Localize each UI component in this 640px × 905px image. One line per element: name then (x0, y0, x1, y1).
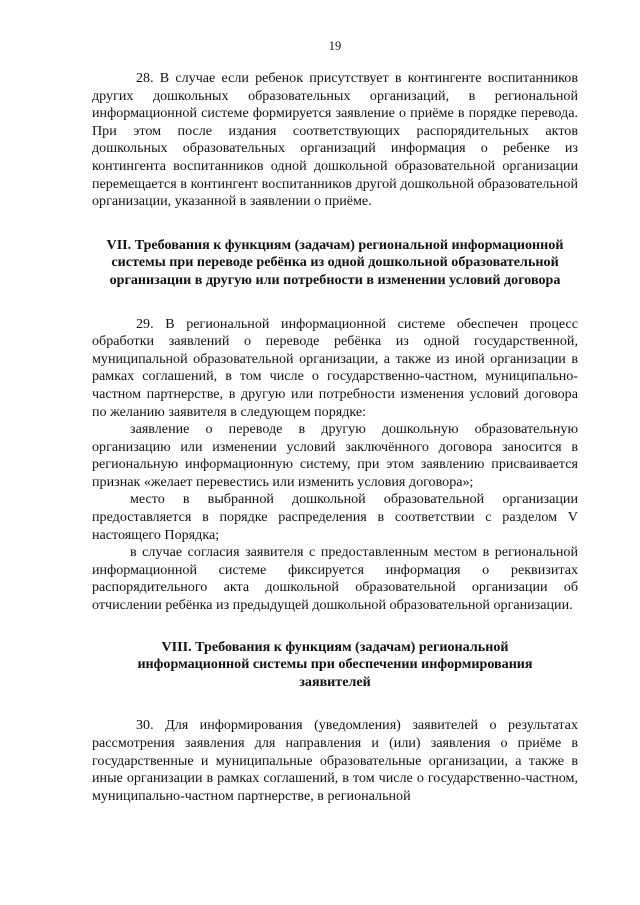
paragraph-29: 29. В региональной информационной системе обеспечен процесс обработки заявлений о переводе ребёнка из одной государственной, муниципальной образовательной организации, а также из иной организации в рамках соглашений, в том числе о государственно-частном, муниципально-частном партнерстве, в другую или потребности изменения условий договора по желанию заявителя в следующем порядке: (92, 315, 578, 420)
paragraph-29-item-2: место в выбранной дошкольной образовательной организации предоставляется в порядке распределения в соответствии с разделом V настоящего Порядка; (92, 491, 578, 543)
page-number: 19 (328, 39, 342, 53)
paragraph-30: 30. Для информирования (уведомления) заявителей о результатах рассмотрения заявления для направления и (или) заявления о приёме в государственные и муниципальные образовательные организации, а также в иные организации в рамках соглашений, в том числе о государственно-частном, муниципально-частном партнерстве, в региональной (92, 717, 578, 804)
paragraph-28: 28. В случае если ребенок присутствует в контингенте воспитанников других дошкольных образовательных организаций, в региональной информационной системе формируется заявление о приёме в порядке перевода. При этом после издания соответствующих распорядительных актов дошкольных образовательных организаций информация о ребенке из контингента воспитанников одной дошкольной образовательной организации перемещается в контингент воспитанников другой дошкольной образовательной организации, указанной в заявлении о приёме. (92, 70, 578, 210)
section-8-heading: VIII. Требования к функциям (задачам) региональной информационной системы при обеспечении информирования заявителей (137, 638, 533, 690)
paragraph-29-item-1: заявление о переводе в другую дошкольную образовательную организацию или изменении условий заключённого договора заносится в региональную информационную систему, при этом заявлению присваивается признак «желает перевестись или изменить условия договора»; (92, 421, 578, 490)
paragraph-29-item-3: в случае согласия заявителя с предоставленным местом в региональной информационной системе фиксируется информация о реквизитах распорядительного акта дошкольной образовательной организации об отчислении ребёнка из предыдущей дошкольной образовательной организации. (92, 544, 578, 614)
section-7-heading: VII. Требования к функциям (задачам) региональной информационной системы при переводе ребёнка из одной дошкольной образовательной организации в другую или потребности в изменении условий договора (106, 236, 564, 288)
